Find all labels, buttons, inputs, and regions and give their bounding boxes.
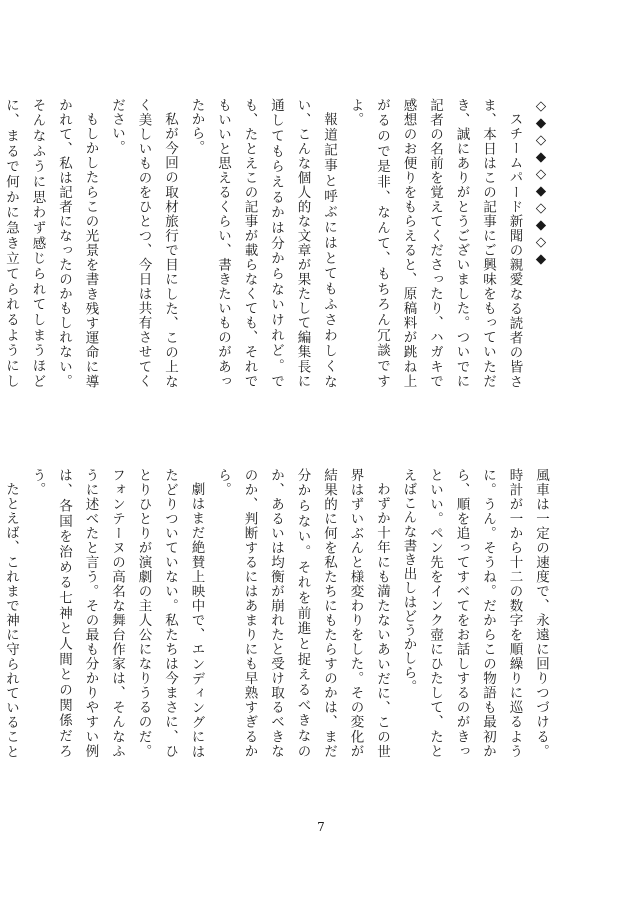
paragraph-greeting: スチームパード新聞の親愛なる読者の皆さま、本日はこの記事にご興味をもっていただき、誠にありがとうございました。ついでに記者の名前を覚えてくださったり、ハガキで感想のお便りをもらえると、原稿料が跳ね上がるので是非、なんて、もちろん冗談ですよ。	[347, 98, 523, 388]
paragraph-theater: 劇はまだ絶賛上映中で、エンディングにはたどりついていない。私たちは今まさに、ひとりひとりが演劇の主人公になりうるのだ。フォンテーヌの高名な舞台作家は、そんなふうに述べたと言う。その最も分かりやすい例は、各国を治める七神と人間との関係だろう。	[29, 468, 205, 758]
paragraph-windmill: 風車は一定の速度で、永遠に回りつづける。時計が一から十二の数字を順繰りに巡るように。うん。そうね。だからこの物語も最初から、順を追ってすべてをお話しするのがきっといい。ペン先をインク壺にひたして、たとえばこんな書き出しはどうかしら。	[400, 468, 549, 758]
paragraph-changing-world: わずか十年にも満たないあいだに、この世界はずいぶんと様変わりをした。その変化が結果的に何を私たちにもたらすのかは、まだ分からない。それを前進と捉えるべきなのか、あるいは均衡が崩れたと受け取るべきなのか、判断するにはあまりにも早熟すぎるから。	[215, 468, 390, 758]
paragraph-share: 私が今回の取材旅行で目にした、この上なく美しいものをひとつ、今日は共有させてください。	[109, 98, 178, 388]
top-text-block	[3, 98, 554, 388]
paragraph-personal-article: 報道記事と呼ぶにはとてもふさわしくない、こんな個人的な文章が果たして編集長に通してもらえるかは分からないけれど。でも、たとえこの記事が載らなくても、それでもいいと思えるくらい、書きたいものがあったから。	[188, 98, 337, 388]
paragraph-destiny: もしかしたらこの光景を書き残す運命に導かれて、私は記者になったのかもしれない。そんなふうに思わず感じられてしまうほどに、まるで何かに急き立てられるようにし	[3, 98, 99, 388]
bottom-text-block	[3, 468, 554, 758]
page-number: 7	[317, 820, 325, 834]
paragraph-nations: たとえば、これまで神に守られていること	[3, 481, 19, 758]
ornament-divider: ◇◆◇◆◇◆◇◆◇◆	[533, 98, 549, 268]
